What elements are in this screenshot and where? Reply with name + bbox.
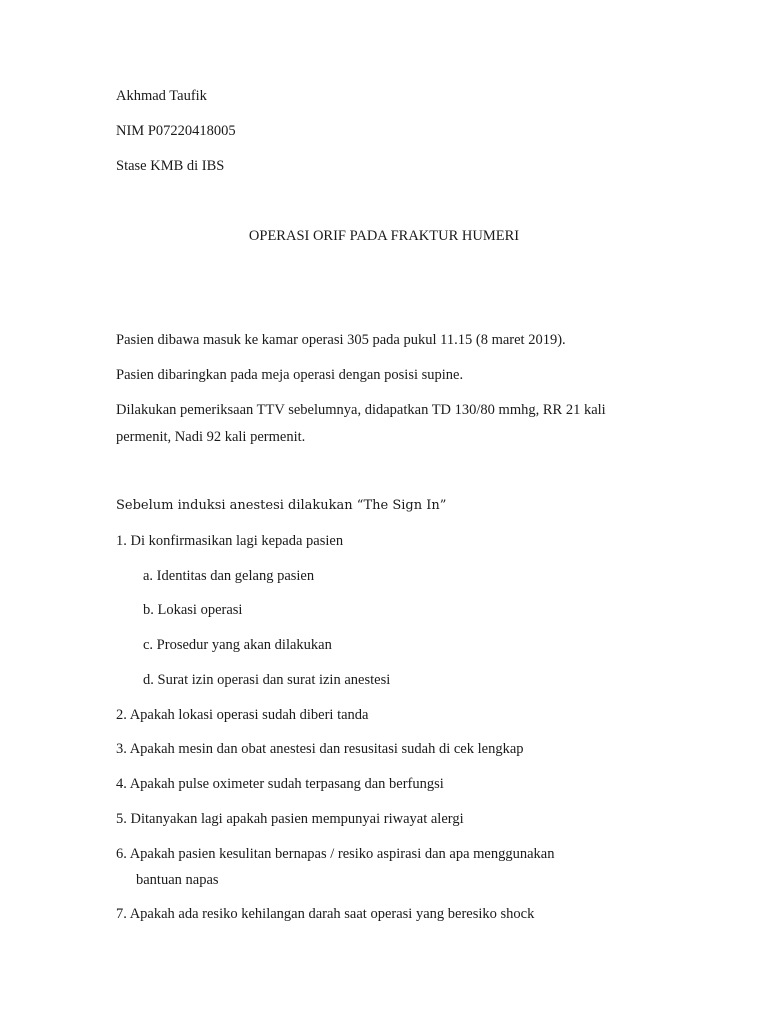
sign-in-heading: Sebelum induksi anestesi dilakukan “The Sign In” — [116, 498, 447, 513]
list-item-5: 5. Ditanyakan lagi apakah pasien mempunyai riwayat alergi — [116, 811, 464, 827]
paragraph-3: Dilakukan pemeriksaan TTV sebelumnya, didapatkan TD 130/80 mmhg, RR 21 kali — [116, 402, 606, 418]
paragraph-2: Pasien dibaringkan pada meja operasi dengan posisi supine. — [116, 367, 464, 383]
list-item-6: 6. Apakah pasien kesulitan bernapas / resiko aspirasi dan apa menggunakan — [116, 846, 555, 862]
author-name: Akhmad Taufik — [116, 88, 207, 104]
paragraph-1: Pasien dibawa masuk ke kamar operasi 305 pada pukul 11.15 (8 maret 2019). — [116, 332, 566, 348]
student-id: NIM P07220418005 — [116, 123, 236, 139]
list-subitem-c: c. Prosedur yang akan dilakukan — [143, 637, 332, 653]
list-item-3: 3. Apakah mesin dan obat anestesi dan resusitasi sudah di cek lengkap — [116, 741, 524, 757]
list-item-4: 4. Apakah pulse oximeter sudah terpasang dan berfungsi — [116, 776, 444, 792]
list-subitem-a: a. Identitas dan gelang pasien — [143, 568, 315, 584]
document-title: OPERASI ORIF PADA FRAKTUR HUMERI — [248, 228, 520, 244]
list-subitem-b: b. Lokasi operasi — [143, 602, 243, 618]
paragraph-3-continued: permenit, Nadi 92 kali permenit. — [116, 429, 306, 445]
list-item-2: 2. Apakah lokasi operasi sudah diberi tanda — [116, 707, 369, 723]
list-item-6-continued: bantuan napas — [136, 872, 219, 888]
list-item-1: 1. Di konfirmasikan lagi kepada pasien — [116, 533, 344, 549]
list-item-7: 7. Apakah ada resiko kehilangan darah saat operasi yang beresiko shock — [116, 906, 535, 922]
rotation-info: Stase KMB di IBS — [116, 158, 225, 174]
list-subitem-d: d. Surat izin operasi dan surat izin anestesi — [143, 672, 391, 688]
